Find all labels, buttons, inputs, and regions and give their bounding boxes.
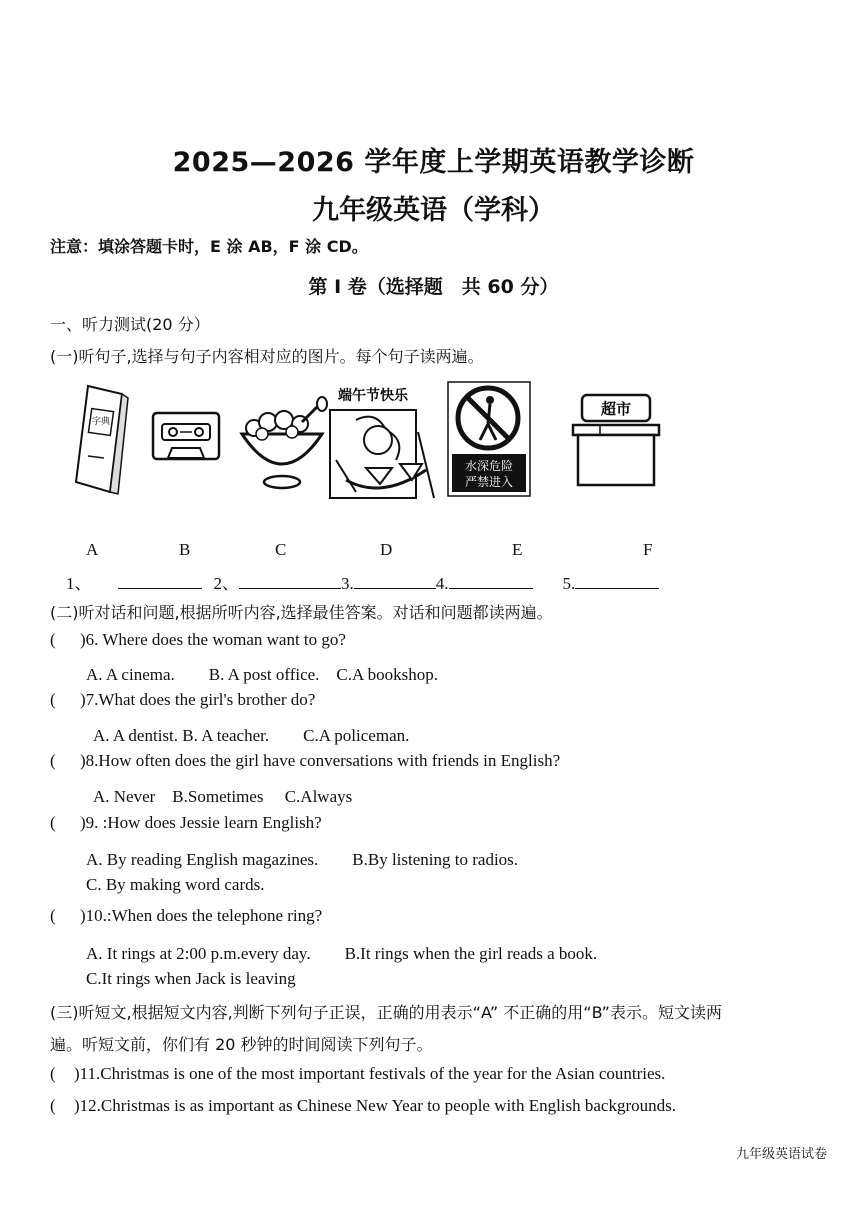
exam-subtitle: 九年级英语（学科） bbox=[312, 195, 555, 226]
question-7-text: )7.What does the girl's brother do? bbox=[80, 690, 316, 709]
question-8: ( )8.How often does the girl have conversations with friends in English? bbox=[50, 751, 561, 770]
question-6-text: )6. Where does the woman want to go? bbox=[80, 630, 346, 649]
question-11-text: )11.Christmas is one of the most important festivals of the year for the Asian countries. bbox=[74, 1064, 666, 1083]
picture-letter-e: E bbox=[512, 540, 523, 559]
volume-heading: 第 I 卷（选择题 共 60 分） bbox=[308, 276, 559, 298]
question-10-options: A. It rings at 2:00 p.m.every day. B.It rings when the girl reads a book. bbox=[86, 944, 598, 963]
question-7: ( )7.What does the girl's brother do? bbox=[50, 690, 316, 709]
blank-label-1: 1、 bbox=[66, 574, 92, 593]
question-12: ( )12.Christmas is as important as Chinese New Year to people with English backgrounds. bbox=[50, 1096, 677, 1115]
question-6: ( )6. Where does the woman want to go? bbox=[50, 630, 346, 649]
section-3-title-line2: 遍。听短文前，你们有 20 秒钟的时间阅读下列句子。 bbox=[50, 1035, 433, 1054]
question-12-text: )12.Christmas is as important as Chinese New Year to people with English backgrounds. bbox=[74, 1096, 677, 1115]
picture-letter-c: C bbox=[275, 540, 287, 559]
picture-letter-b: B bbox=[179, 540, 191, 559]
part-heading: 一、听力测试(20 分） bbox=[50, 315, 210, 334]
supermarket-picture bbox=[570, 392, 662, 488]
section-3-title-line1: (三)听短文,根据短文内容,判断下列句子正误，正确的用表示“A” 不正确的用“B”表示。短文读两 bbox=[50, 1003, 722, 1022]
festival-banner-text: 端午节快乐 bbox=[338, 388, 408, 404]
question-8-options: A. Never B.Sometimes C.Always bbox=[93, 787, 353, 806]
blank-label-3: 3. bbox=[341, 574, 354, 593]
question-9-options: A. By reading English magazines. B.By listening to radios. bbox=[86, 850, 519, 869]
answer-blank-5[interactable] bbox=[575, 574, 659, 589]
picture-letter-a: A bbox=[86, 540, 99, 559]
question-7-options: A. A dentist. B. A teacher. C.A policeman. bbox=[93, 726, 410, 745]
answer-blanks bbox=[66, 569, 659, 594]
dumplings-bowl-picture bbox=[236, 396, 328, 494]
supermarket-sign-text: 超市 bbox=[600, 400, 632, 418]
question-9-options-line2: C. By making word cards. bbox=[86, 875, 265, 894]
page-footer: 九年级英语试卷 bbox=[735, 1147, 827, 1162]
warning-text-1: 水深危险 bbox=[464, 459, 514, 473]
blank-label-2: 2、 bbox=[213, 574, 239, 593]
section-2-title: (二)听对话和问题,根据所听内容,选择最佳答案。对话和问题都读两遍。 bbox=[50, 603, 553, 622]
question-10: ( )10.:When does the telephone ring? bbox=[50, 906, 323, 925]
warning-text-2: 严禁进入 bbox=[464, 475, 514, 489]
picture-letter-f: F bbox=[643, 540, 653, 559]
answer-blank-4[interactable] bbox=[449, 574, 533, 589]
answer-blank-2[interactable] bbox=[239, 574, 341, 589]
exam-note: 注意：填涂答题卡时，E 涂 AB，F 涂 CD。 bbox=[50, 237, 368, 256]
question-10-options-line2: C.It rings when Jack is leaving bbox=[86, 969, 296, 988]
answer-blank-1[interactable] bbox=[118, 574, 202, 589]
cassette-picture bbox=[150, 410, 222, 462]
blank-label-5: 5. bbox=[562, 574, 576, 593]
dragon-boat-festival-picture bbox=[326, 380, 438, 504]
dictionary-picture bbox=[70, 384, 130, 496]
picture-letter-d: D bbox=[380, 540, 393, 559]
section-1-title: (一)听句子,选择与句子内容相对应的图片。每个句子读两遍。 bbox=[50, 347, 484, 366]
question-8-text: )8.How often does the girl have conversations with friends in English? bbox=[80, 751, 561, 770]
question-9: ( )9. :How does Jessie learn English? bbox=[50, 813, 322, 832]
answer-blank-3[interactable] bbox=[354, 574, 436, 589]
blank-label-4: 4. bbox=[435, 574, 449, 593]
question-6-options: A. A cinema. B. A post office. C.A bookshop. bbox=[86, 665, 438, 684]
dictionary-label: 字典 bbox=[92, 417, 111, 427]
question-11: ( )11.Christmas is one of the most important festivals of the year for the Asian countries. bbox=[50, 1064, 666, 1083]
exam-title: 2025—2026 学年度上学期英语教学诊断 bbox=[172, 147, 695, 178]
question-10-text: )10.:When does the telephone ring? bbox=[80, 906, 323, 925]
question-9-text: )9. :How does Jessie learn English? bbox=[80, 813, 322, 832]
no-swimming-sign-picture bbox=[446, 380, 532, 498]
